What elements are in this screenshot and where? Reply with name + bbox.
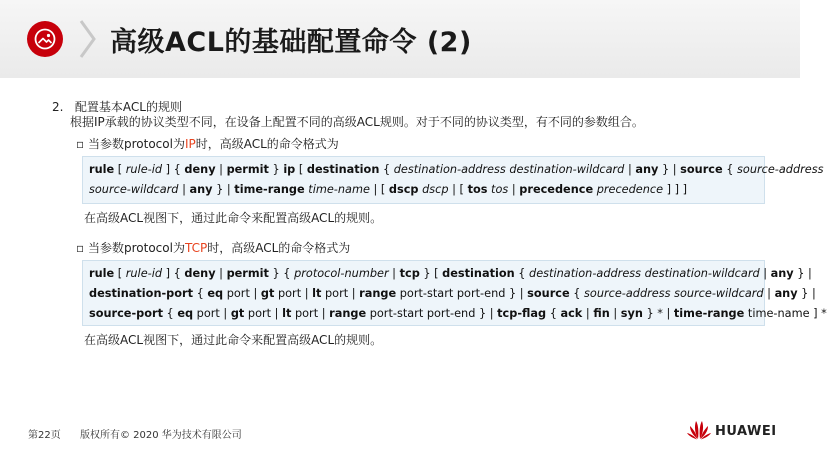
- ip-bullet: [76, 136, 339, 152]
- ip-note: 在高级ACL视图下，通过此命令来配置高级ACL的规则。: [84, 211, 383, 225]
- section-number: 2.: [52, 100, 64, 114]
- page-number: 第22页: [28, 430, 61, 441]
- ip-highlight: IP: [184, 137, 196, 151]
- section-heading: [52, 99, 182, 115]
- section-heading-text: 配置基本ACL的规则: [74, 100, 182, 114]
- tcp-highlight: TCP: [184, 241, 208, 255]
- page-title: 高级ACL的基础配置命令 (2): [110, 27, 472, 58]
- tcp-bullet-prefix: 当参数protocol为: [88, 241, 185, 255]
- ip-bullet-suffix: 时，高级ACL的命令格式为: [195, 137, 339, 151]
- tcp-note: 在高级ACL视图下，通过此命令来配置高级ACL的规则。: [84, 333, 383, 347]
- tcp-cmd-line-3: source-port { eq port | gt port | lt port | range port-start port-end } | tcp-flag { ack | fin | syn } * | time-range time-name ] *: [89, 307, 827, 320]
- copyright: 版权所有© 2020 华为技术有限公司: [80, 430, 242, 441]
- tcp-bullet: [76, 240, 350, 256]
- ip-cmd-line-1: rule [ rule-id ] { deny | permit } ip [ destination { destination-address destination-wildcard | any } | source { source-address: [89, 163, 824, 176]
- ip-bullet-prefix: 当参数protocol为: [88, 137, 185, 151]
- brand-name: HUAWEI: [715, 424, 777, 439]
- section-description: 根据IP承载的协议类型不同，在设备上配置不同的高级ACL规则。对于不同的协议类型，有不同的参数组合。: [70, 115, 644, 129]
- ip-command-box: [82, 156, 824, 204]
- tcp-cmd-line-2: destination-port { eq port | gt port | lt port | range port-start port-end } | source { source-address source-wildcard | any } |: [89, 287, 816, 300]
- ip-cmd-line-2: source-wildcard | any } | time-range time-name | [ dscp dscp | [ tos tos | precedence precedence ] ] ]: [89, 183, 688, 196]
- tcp-bullet-suffix: 时，高级ACL的命令格式为: [207, 241, 351, 255]
- bullet-marker: ▫: [76, 137, 85, 151]
- tcp-command-box: [82, 260, 827, 326]
- huawei-logo-icon: [687, 418, 711, 440]
- bullet-marker: ▫: [76, 241, 85, 255]
- tcp-cmd-line-1: rule [ rule-id ] { deny | permit } { protocol-number | tcp } [ destination { destination-address destination-wildcard | any } |: [89, 267, 812, 280]
